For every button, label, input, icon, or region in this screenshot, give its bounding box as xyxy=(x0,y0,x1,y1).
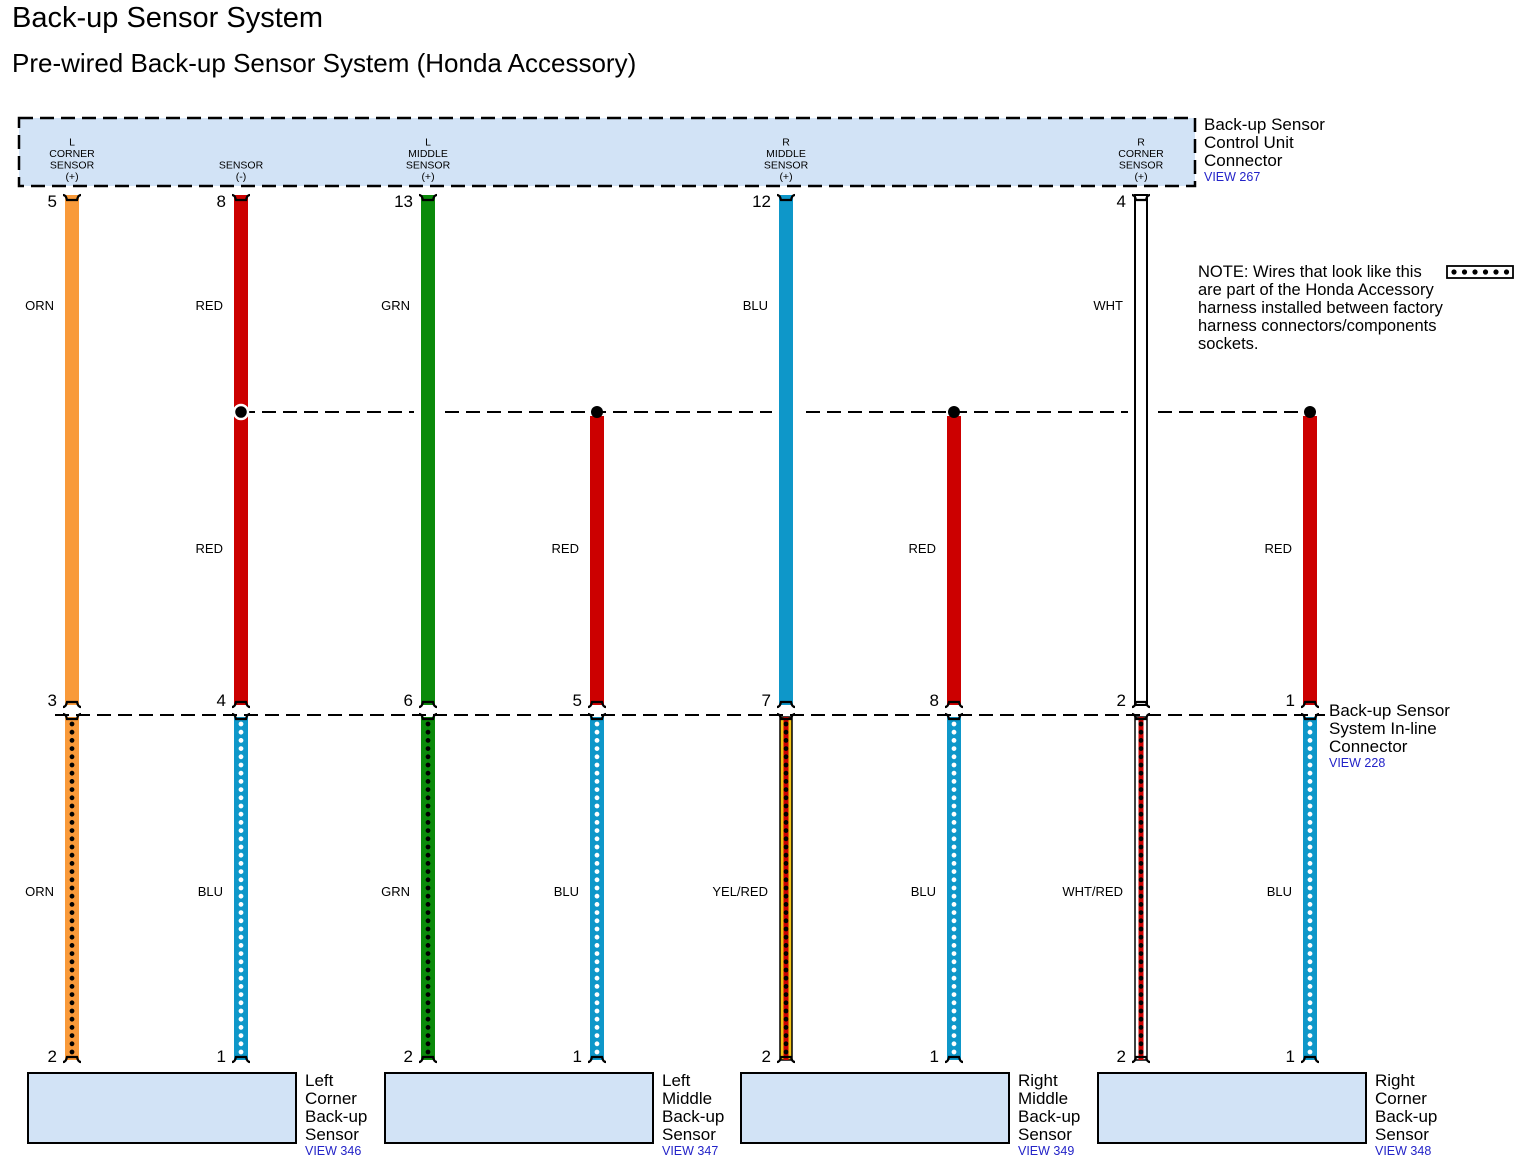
connector-pin-terminal xyxy=(945,714,963,719)
pin-number: 5 xyxy=(47,192,57,211)
pin-number: 1 xyxy=(216,1047,226,1066)
wire-color-label: RED xyxy=(195,541,223,556)
wire-color-label: RED xyxy=(908,541,936,556)
sensor-box xyxy=(1098,1073,1366,1143)
terminal-label: MIDDLE xyxy=(766,148,806,160)
pin-number: 12 xyxy=(752,192,771,211)
pin-number: 2 xyxy=(1116,1047,1126,1066)
pin-number: 1 xyxy=(1285,1047,1295,1066)
wire-wht xyxy=(1135,195,1147,705)
control-unit-name-line: Connector xyxy=(1204,151,1283,170)
wire-color-label: BLU xyxy=(742,298,768,313)
wire-red xyxy=(1303,416,1317,705)
splice-point xyxy=(1304,406,1316,418)
sensor-name-line: Corner xyxy=(1375,1089,1427,1108)
terminal-label: L xyxy=(425,136,431,149)
splice-point xyxy=(948,406,960,418)
sensor-name-line: Back-up xyxy=(1018,1107,1081,1126)
sensor-name-line: Sensor xyxy=(662,1125,716,1144)
pin-number: 2 xyxy=(1116,691,1126,710)
accessory-harness-dots xyxy=(239,722,244,1055)
pin-number: 8 xyxy=(929,691,939,710)
wire-color-label: BLU xyxy=(1266,884,1292,899)
pin-number: 2 xyxy=(47,1047,57,1066)
sensor-label xyxy=(305,1072,367,1158)
connector-pin-terminal xyxy=(419,714,437,719)
sensor-name-line: Left xyxy=(662,1071,691,1090)
sensor-name-line: Left xyxy=(305,1071,334,1090)
wire-color-label: RED xyxy=(195,298,223,313)
connector-pin-terminal xyxy=(1301,714,1319,719)
wire-color-label: ORN xyxy=(25,298,54,313)
sensor-name-line: Back-up xyxy=(305,1107,368,1126)
wire-color-label: GRN xyxy=(381,884,410,899)
accessory-harness-dots xyxy=(426,722,431,1055)
inline-connector-label xyxy=(1329,702,1450,770)
pin-number: 1 xyxy=(1285,691,1295,710)
note-line: NOTE: Wires that look like this xyxy=(1198,263,1422,281)
pin-number: 8 xyxy=(216,192,226,211)
wire-color-label: WHT/RED xyxy=(1062,884,1123,899)
sensor-name-line: Corner xyxy=(305,1089,357,1108)
terminal-label: (+) xyxy=(1134,171,1148,183)
terminal-label: (-) xyxy=(235,171,247,183)
terminal-label: CORNER xyxy=(1118,148,1164,160)
sensor-name-line: Sensor xyxy=(1375,1125,1429,1144)
page-subtitle: Pre-wired Back-up Sensor System (Honda Accessory) xyxy=(12,48,637,78)
wire-color-label: BLU xyxy=(910,884,936,899)
sensor-box xyxy=(385,1073,653,1143)
sensor-name-line: Back-up xyxy=(662,1107,725,1126)
pin-number: 7 xyxy=(761,691,771,710)
sensor-view-link[interactable]: VIEW 348 xyxy=(1375,1144,1432,1158)
sensor-label xyxy=(1018,1072,1080,1158)
connector-pin-terminal xyxy=(232,714,250,719)
inline-connector-view-link[interactable]: VIEW 228 xyxy=(1329,756,1386,770)
wire-red xyxy=(234,195,248,705)
wire-color-label: YEL/RED xyxy=(712,884,768,899)
sensor-view-link[interactable]: VIEW 347 xyxy=(662,1144,719,1158)
pin-number: 1 xyxy=(572,1047,582,1066)
accessory-harness-dots xyxy=(952,722,957,1055)
inline-connector-name-line: Back-up Sensor xyxy=(1329,701,1450,720)
terminal-label: L xyxy=(69,136,75,149)
pin-number: 4 xyxy=(1116,192,1126,211)
pin-number: 3 xyxy=(47,691,57,710)
wire-color-label: RED xyxy=(551,541,579,556)
accessory-note xyxy=(1198,263,1443,353)
connector-pin-terminal xyxy=(588,714,606,719)
pin-number: 13 xyxy=(394,192,413,211)
wire-color-label: RED xyxy=(1264,541,1292,556)
terminal-label: (+) xyxy=(65,171,79,183)
wire-orn xyxy=(65,195,79,705)
note-line: harness connectors/components xyxy=(1198,317,1437,335)
sensor-name-line: Middle xyxy=(1018,1089,1069,1108)
accessory-harness-dots xyxy=(1139,722,1144,1055)
wire-grn xyxy=(421,195,435,705)
note-line: are part of the Honda Accessory xyxy=(1198,281,1434,299)
terminal-label: CORNER xyxy=(49,148,95,160)
accessory-wire-legend-icon xyxy=(1447,266,1513,278)
wire-color-label: WHT xyxy=(1093,298,1123,313)
pin-number: 5 xyxy=(572,691,582,710)
terminal-label: SENSOR xyxy=(1118,159,1164,172)
terminal-label: (+) xyxy=(421,171,435,183)
sensor-name-line: Right xyxy=(1375,1071,1415,1090)
pin-number: 4 xyxy=(216,691,226,710)
control-unit-connector-box xyxy=(19,118,1195,186)
splice-point xyxy=(591,406,603,418)
pin-number: 2 xyxy=(403,1047,413,1066)
terminal-label: R xyxy=(1137,136,1145,149)
wire-color-label: GRN xyxy=(381,298,410,313)
accessory-harness-dots xyxy=(595,722,600,1055)
terminal-label: SENSOR xyxy=(49,159,95,172)
terminal-label: SENSOR xyxy=(405,159,451,172)
wire-color-label: BLU xyxy=(197,884,223,899)
inline-connector-name-line: System In-line xyxy=(1329,719,1437,738)
accessory-harness-dots xyxy=(70,722,75,1055)
wire-red xyxy=(947,416,961,705)
sensor-box xyxy=(28,1073,296,1143)
page-title: Back-up Sensor System xyxy=(12,2,324,34)
note-line: sockets. xyxy=(1198,335,1259,353)
pin-number: 1 xyxy=(929,1047,939,1066)
sensor-label xyxy=(1375,1072,1437,1158)
splice-point xyxy=(234,405,248,419)
terminal-label: MIDDLE xyxy=(408,148,448,160)
sensor-label xyxy=(662,1072,724,1158)
wire-blu xyxy=(779,195,793,705)
sensor-box xyxy=(741,1073,1009,1143)
wire-color-label: ORN xyxy=(25,884,54,899)
sensor-name-line: Sensor xyxy=(305,1125,359,1144)
sensor-name-line: Right xyxy=(1018,1071,1058,1090)
sensor-view-link[interactable]: VIEW 349 xyxy=(1018,1144,1075,1158)
sensor-name-line: Middle xyxy=(662,1089,713,1108)
sensor-name-line: Back-up xyxy=(1375,1107,1438,1126)
control-unit-name-line: Control Unit xyxy=(1204,133,1294,152)
sensor-view-link[interactable]: VIEW 346 xyxy=(305,1144,362,1158)
connector-pin-terminal xyxy=(63,714,81,719)
wire-color-label: BLU xyxy=(553,884,579,899)
control-unit-view-link[interactable]: VIEW 267 xyxy=(1204,170,1261,184)
pin-number: 6 xyxy=(403,691,413,710)
terminal-label: (+) xyxy=(779,171,793,183)
wire-red xyxy=(590,416,604,705)
control-unit-label xyxy=(1204,116,1325,184)
inline-connector-name-line: Connector xyxy=(1329,737,1408,756)
control-unit-name-line: Back-up Sensor xyxy=(1204,115,1325,134)
pin-number: 2 xyxy=(761,1047,771,1066)
sensor-name-line: Sensor xyxy=(1018,1125,1072,1144)
accessory-harness-dots xyxy=(784,722,789,1055)
terminal-label: SENSOR xyxy=(763,159,809,172)
terminal-label: SENSOR xyxy=(218,159,264,172)
accessory-harness-dots xyxy=(1308,722,1313,1055)
note-line: harness installed between factory xyxy=(1198,299,1443,317)
terminal-label: R xyxy=(782,136,790,149)
